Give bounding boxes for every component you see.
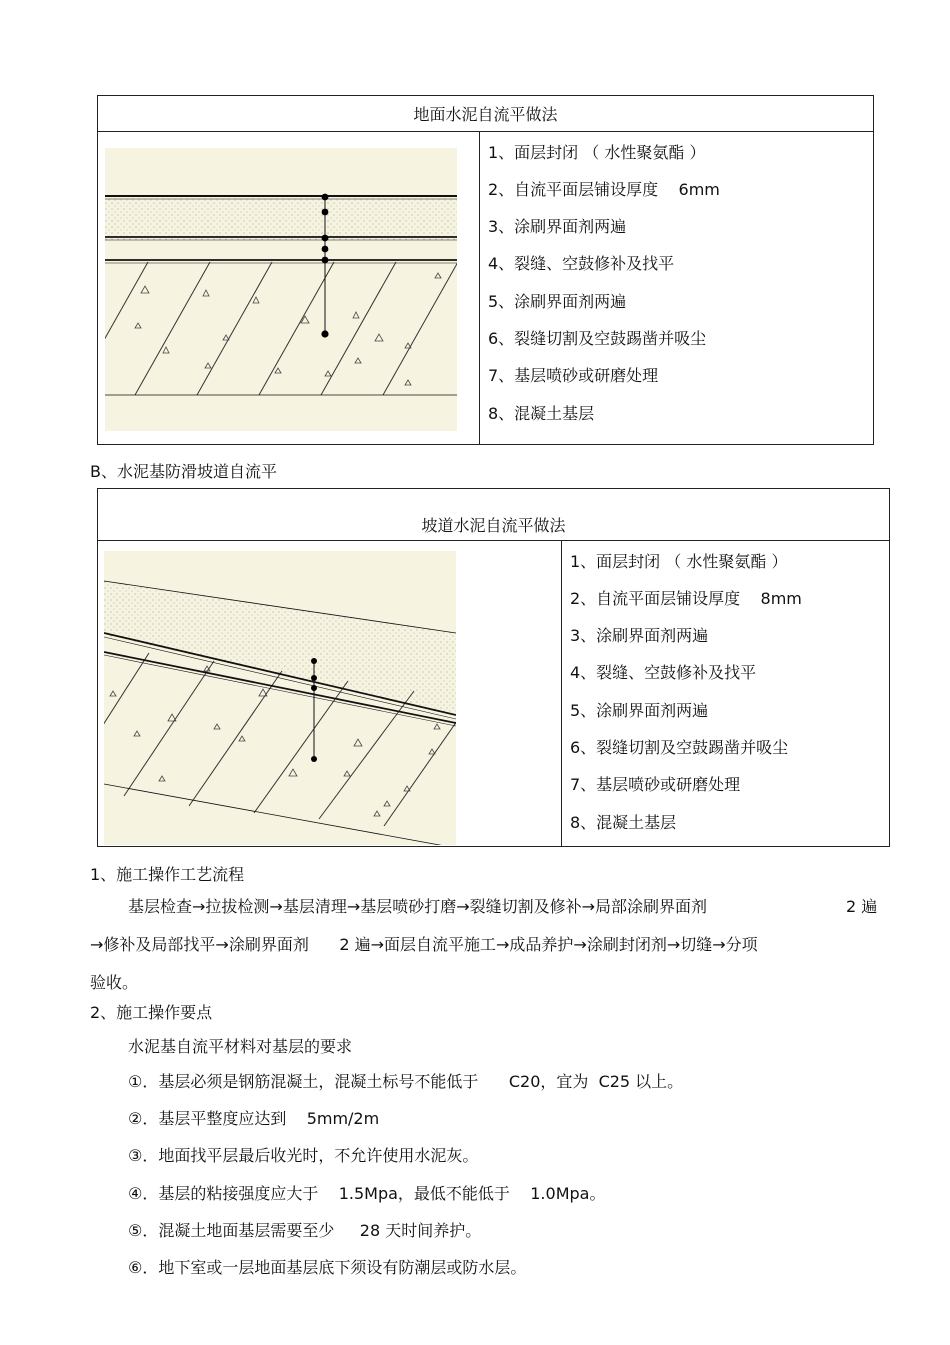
list-item: 8、混凝土基层 [488,404,595,423]
process-heading: 1、施工操作工艺流程 [90,865,245,884]
list-item: 7、基层喷砂或研磨处理 [570,775,741,794]
ramp-layer-diagram [104,551,456,845]
list-item: 5、涂刷界面剂两遍 [488,292,627,311]
list-item: 5、涂刷界面剂两遍 [570,701,709,720]
list-item: 1、面层封闭 （ 水性聚氨酯 ） [488,143,706,162]
process-line-1-end: 2 遍 [846,897,878,916]
column-divider [479,132,480,444]
list-item: 6、裂缝切割及空鼓踢凿并吸尘 [570,738,789,757]
list-item: 4、裂缝、空鼓修补及找平 [570,663,757,682]
floor-layer-diagram [105,148,457,431]
list-item: 2、自流平面层铺设厚度 6mm [488,180,720,199]
list-item: 8、混凝土基层 [570,813,677,832]
list-item: 7、基层喷砂或研磨处理 [488,366,659,385]
list-item: 2、自流平面层铺设厚度 8mm [570,589,802,608]
requirement-item: ③．地面找平层最后收光时，不允许使用水泥灰。 [128,1146,479,1165]
ramp-method-table [97,488,890,847]
points-subheading: 水泥基自流平材料对基层的要求 [128,1037,353,1056]
requirement-item: ⑤．混凝土地面基层需要至少 28 天时间养护。 [128,1221,482,1240]
floor-method-table [97,95,874,445]
process-line-2: →修补及局部找平→涂刷界面剂 2 遍→面层自流平施工→成品养护→涂刷封闭剂→切缝→分项 [90,935,758,954]
column-divider [561,541,562,846]
section-heading-b: B、水泥基防滑坡道自流平 [90,462,277,481]
list-item: 6、裂缝切割及空鼓踢凿并吸尘 [488,329,707,348]
process-line-1: 基层检查→拉拔检测→基层清理→基层喷砂打磨→裂缝切割及修补→局部涂刷界面剂 [128,897,708,916]
requirement-item: ②．基层平整度应达到 5mm/2m [128,1109,380,1128]
table-title: 地面水泥自流平做法 [98,96,873,132]
list-item: 3、涂刷界面剂两遍 [488,217,627,236]
process-line-3: 验收。 [90,973,139,992]
list-item: 4、裂缝、空鼓修补及找平 [488,254,675,273]
points-heading: 2、施工操作要点 [90,1003,213,1022]
requirement-item: ⑥．地下室或一层地面基层底下须设有防潮层或防水层。 [128,1258,527,1277]
requirement-item: ①．基层必须是钢筋混凝土，混凝土标号不能低于 C20，宜为 C25 以上。 [128,1072,684,1091]
list-item: 1、面层封闭 （ 水性聚氨酯 ） [570,552,788,571]
requirement-item: ④．基层的粘接强度应大于 1.5Mpa，最低不能低于 1.0Mpa。 [128,1184,606,1203]
table-title: 坡道水泥自流平做法 [98,489,889,541]
list-item: 3、涂刷界面剂两遍 [570,626,709,645]
